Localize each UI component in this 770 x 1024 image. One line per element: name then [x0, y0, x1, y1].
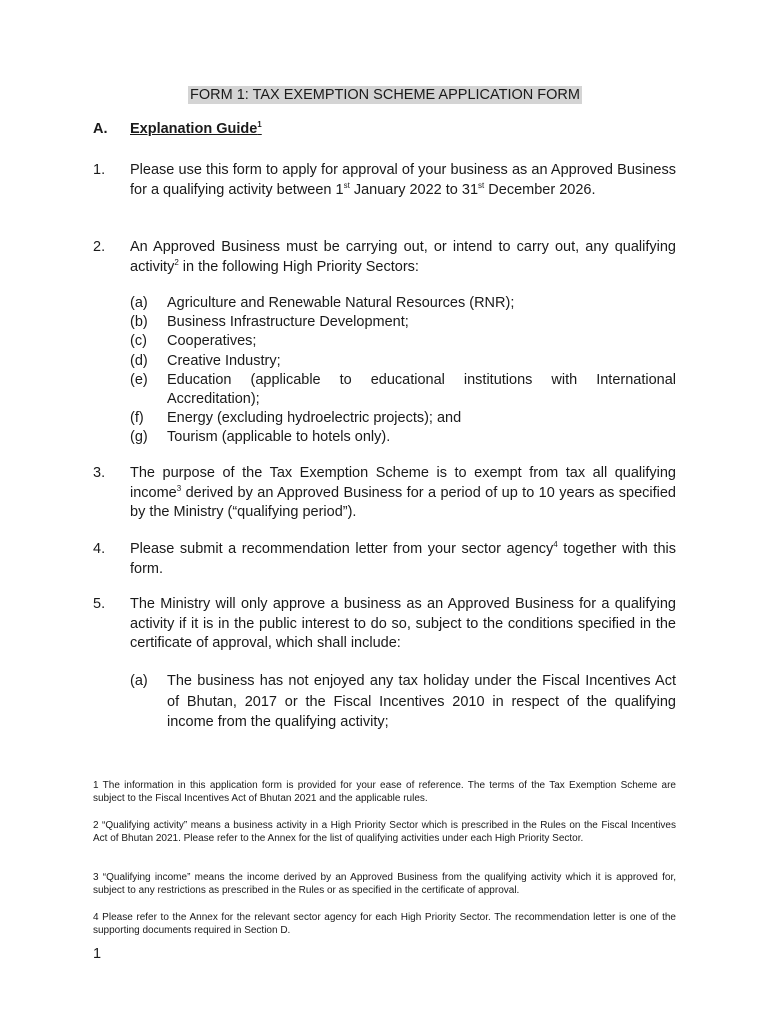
section-label: A. — [93, 121, 108, 137]
list-item — [130, 371, 676, 409]
list-item-text: The business has not enjoyed any tax holiday under the Fiscal Incentives Act of Bhutan, 2017 or the Fiscal Incentives 2010 in respect of the qualifying income from the qualifying activity; — [167, 673, 676, 730]
list-item-text: Tourism (applicable to hotels only). — [167, 429, 391, 446]
paragraph-4 — [93, 540, 676, 579]
paragraph-5 — [93, 595, 676, 654]
text-run: derived by an Approved Business for a period of up to 10 years as specified by the Ministry (“qualifying period”). — [130, 484, 676, 520]
paragraph-number: 2. — [93, 239, 106, 255]
list-item — [130, 313, 676, 332]
paragraph-number: 4. — [93, 541, 106, 557]
list-item — [130, 352, 676, 371]
footnote-ref-3[interactable]: 3 — [176, 483, 182, 493]
footnote-4: 4 Please refer to the Annex for the relevant sector agency for each High Priority Sector. The recommendation letter is one of the supporting documents required in Section D. — [93, 912, 676, 936]
list-item-text: Business Infrastructure Development; — [167, 314, 409, 331]
sector-list — [130, 294, 676, 448]
list-item-label: (e) — [130, 371, 148, 388]
text-run: An Approved Business must be carrying out, or intend to carry out, any qualifying activity — [130, 239, 676, 275]
paragraph-2 — [93, 238, 676, 277]
paragraph-body — [130, 238, 676, 277]
list-item — [130, 409, 676, 428]
ordinal-suffix: st — [478, 180, 485, 190]
text-run: together with this form. — [130, 541, 676, 577]
paragraph-body — [130, 464, 676, 523]
list-item-label: (d) — [130, 352, 148, 369]
section-title-text: Explanation Guide — [130, 121, 258, 137]
list-item-label: (b) — [130, 314, 148, 331]
list-item — [130, 428, 676, 447]
text-run: Please use this form to apply for approval of your business as an Approved Business for a qualifying activity between 1 — [130, 162, 676, 198]
list-item-label: (a) — [130, 295, 148, 311]
section-title — [130, 121, 262, 137]
paragraph-number: 5. — [93, 596, 106, 612]
condition-list — [130, 671, 676, 733]
footnote-2: 2 “Qualifying activity” means a business activity in a High Priority Sector which is prescribed in the Rules on the Fiscal Incentives Act of Bhutan 2021. Please refer to the Annex for the list of qualifying activities under each High Priority Sector. — [93, 820, 676, 844]
footnote-1: 1 The information in this application form is provided for your ease of reference. The terms of the Tax Exemption Scheme are subject to the Fiscal Incentives Act of Bhutan 2021 and the applicable rules. — [93, 780, 676, 804]
paragraph-number: 1. — [93, 162, 106, 178]
list-item-text: Agriculture and Renewable Natural Resources (RNR); — [167, 295, 515, 311]
list-item — [130, 671, 676, 733]
paragraph-body — [130, 540, 676, 579]
footnote-3: 3 “Qualifying income” means the income derived by an Approved Business from the qualifying activity which it is approved for, subject to any restrictions as prescribed in the Rules or as specified in the certificate of approval. — [93, 872, 676, 896]
list-item-text: Cooperatives; — [167, 333, 257, 350]
form-title-text: FORM 1: TAX EXEMPTION SCHEME APPLICATION FORM — [190, 87, 580, 103]
footnote-ref-2[interactable]: 2 — [174, 257, 179, 267]
list-item — [130, 294, 676, 313]
list-item-label: (g) — [130, 429, 148, 446]
list-item-label: (c) — [130, 333, 147, 350]
ordinal-suffix: st — [343, 180, 350, 190]
list-item-label: (f) — [130, 410, 144, 427]
footnote-ref-4[interactable]: 4 — [553, 540, 558, 550]
list-item-text: Education (applicable to educational institutions with International Accreditation); — [167, 371, 676, 408]
paragraph-body — [130, 161, 676, 200]
text-run: January 2022 to 31 — [349, 181, 479, 198]
list-item — [130, 332, 676, 351]
text-run: Please submit a recommendation letter from your sector agency — [130, 541, 554, 557]
form-title — [0, 87, 770, 103]
paragraph-body: The Ministry will only approve a business as an Approved Business for a qualifying activity if it is in the public interest to do so, subject to the conditions specified in the certificate of approval, which shall include: — [130, 596, 676, 651]
list-item-text: Energy (excluding hydroelectric projects); and — [167, 410, 462, 427]
text-run: December 2026. — [484, 181, 596, 198]
text-run: in the following High Priority Sectors: — [178, 258, 419, 275]
list-item-text: Creative Industry; — [167, 352, 281, 369]
paragraph-1 — [93, 161, 676, 200]
footnote-ref-1[interactable]: 1 — [257, 120, 262, 130]
page-number: 1 — [93, 946, 102, 962]
paragraph-3 — [93, 464, 676, 523]
list-item-label: (a) — [130, 673, 148, 689]
paragraph-number: 3. — [93, 465, 106, 481]
text-run: The purpose of the Tax Exemption Scheme is to exempt from tax all qualifying income — [130, 465, 676, 501]
